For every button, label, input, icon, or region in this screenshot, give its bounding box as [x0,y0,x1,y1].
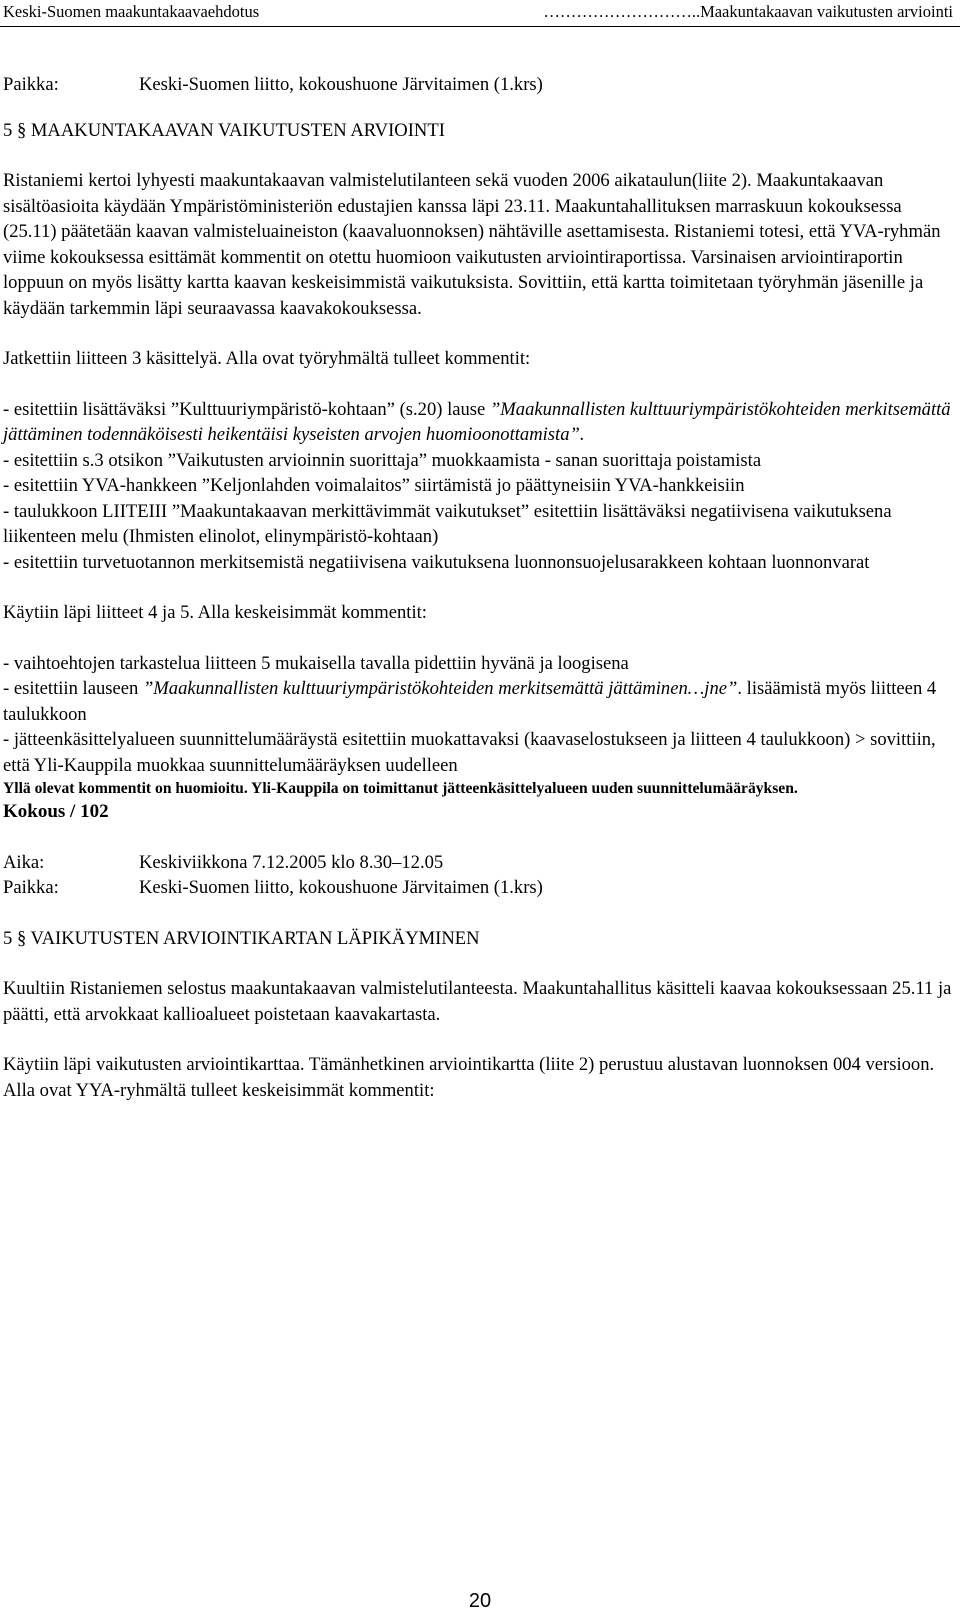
paragraph: Käytiin läpi vaikutusten arviointikarttaa. Tämänhetkinen arviointikartta (liite 2) perustuu alustavan luonnoksen 004 versioon. Alla ovat YYA-ryhmältä tulleet keskeisimmät kommentit: [3,1054,935,1101]
header-section-title: ………………………..Maakuntakaavan vaikutusten arviointi [543,2,953,21]
list-item: - esitettiin lauseen ”Maakunnallisten kulttuuriympäristökohteiden merkitsemättä jättäminen…jne”. lisäämistä myös liitteen 4 taulukkoon [3,678,937,725]
section-heading: 5 § MAAKUNTAKAAVAN VAIKUTUSTEN ARVIOINTI [3,119,445,141]
paragraph: Jatkettiin liitteen 3 käsittelyä. Alla ovat työryhmältä tulleet kommentit: [3,348,531,369]
meeting-place-row [3,875,953,901]
meeting-time-row [3,850,953,876]
place-value: Keski-Suomen liitto, kokoushuone Järvitaimen (1.krs) [139,74,543,95]
place-label: Paikka: [3,877,59,898]
list-item: - esitettiin s.3 otsikon ”Vaikutusten arvioinnin suorittaja” muokkaamista - sanan suorittaja poistamista [3,449,762,471]
list-item: - esitettiin turvetuotannon merkitsemistä negatiivisena vaikutuksena luonnonsuojelusarakkeen kohtaan luonnonvarat [3,551,870,573]
section-heading: 5 § VAIKUTUSTEN ARVIOINTIKARTAN LÄPIKÄYMINEN [3,927,480,949]
bold-note: Yllä olevat kommentit on huomioitu. Yli-Kauppila on toimittanut jätteenkäsittelyalueen uuden suunnittelumääräyksen. [3,780,798,797]
time-label: Aika: [3,851,45,873]
list-item: - taulukkoon LIITEIII ”Maakuntakaavan merkittävimmät vaikutukset” esitettiin lisättäväksi negatiivisena vaikutuksena liikenteen melu (Ihmisten elinolot, elinympäristö-kohtaan) [3,500,892,547]
running-header [0,0,960,27]
paragraph: Kuultiin Ristaniemen selostus maakuntakaavan valmistelutilanteesta. Maakuntahallitus käsitteli kaavaa kokouksessaan 25.11 ja päätti, että arvokkaat kallioalueet poistetaan kaavakartasta. [3,978,952,1025]
header-document-title: Keski-Suomen maakuntakaavaehdotus [3,2,260,21]
page-number: 20 [468,1590,492,1612]
paragraph: Käytiin läpi liitteet 4 ja 5. Alla keskeisimmät kommentit: [3,602,427,623]
paragraph: Ristaniemi kertoi lyhyesti maakuntakaavan valmistelutilanteen sekä vuoden 2006 aikataulun(liite 2). Maakuntakaavan sisältöasioita käydään Ympäristöministeriön edustajien kanssa läpi 23.11. Maakuntahallituksen marraskuun kokouksessa (25.11) päätetään kaavan valmisteluaineiston (kaavaluonnoksen) nähtäville asettamisesta. Ristaniemi totesi, että YVA-ryhmän viime kokouksessa esittämät kommentit on otettu huomioon vaikutusten arviointiraportissa. Varsinaisen arviointiraportin loppuun on myös lisätty kartta kaavan keskeisimmistä vaikutuksista. Sovittiin, että kartta toimitetaan työryhmän jäsenille ja käydään tarkemmin läpi seuraavassa kaavakokouksessa. [3,170,941,319]
list-item: - esitettiin YVA-hankkeen ”Keljonlahden voimalaitos” siirtämistä jo päättyneisiin YVA-hankkeisiin [3,475,745,496]
place-label: Paikka: [3,74,59,95]
time-value: Keskiviikkona 7.12.2005 klo 8.30–12.05 [139,851,444,873]
meeting-place-row [3,72,953,98]
place-value: Keski-Suomen liitto, kokoushuone Järvitaimen (1.krs) [139,877,543,898]
list-item: - vaihtoehtojen tarkastelua liitteen 5 mukaisella tavalla pidettiin hyvänä ja loogisena [3,652,629,674]
list-item: - jätteenkäsittelyalueen suunnittelumääräystä esitettiin muokattavaksi (kaavaselostukseen ja liitteen 4 taulukkoon) > sovittiin, että Yli-Kauppila muokkaa suunnittelumääräyksen uudelleen [3,729,936,776]
list-item: - esitettiin lisättäväksi ”Kulttuuriympäristö-kohtaan” (s.20) lause ”Maakunnallisten kulttuuriympäristökohteiden merkitsemättä jättäminen todennäköisesti heikentäisi kyseisten arvojen huomioonottamista”. [3,398,951,445]
meeting-title: Kokous / 102 [3,801,109,822]
document-body [3,72,953,1103]
